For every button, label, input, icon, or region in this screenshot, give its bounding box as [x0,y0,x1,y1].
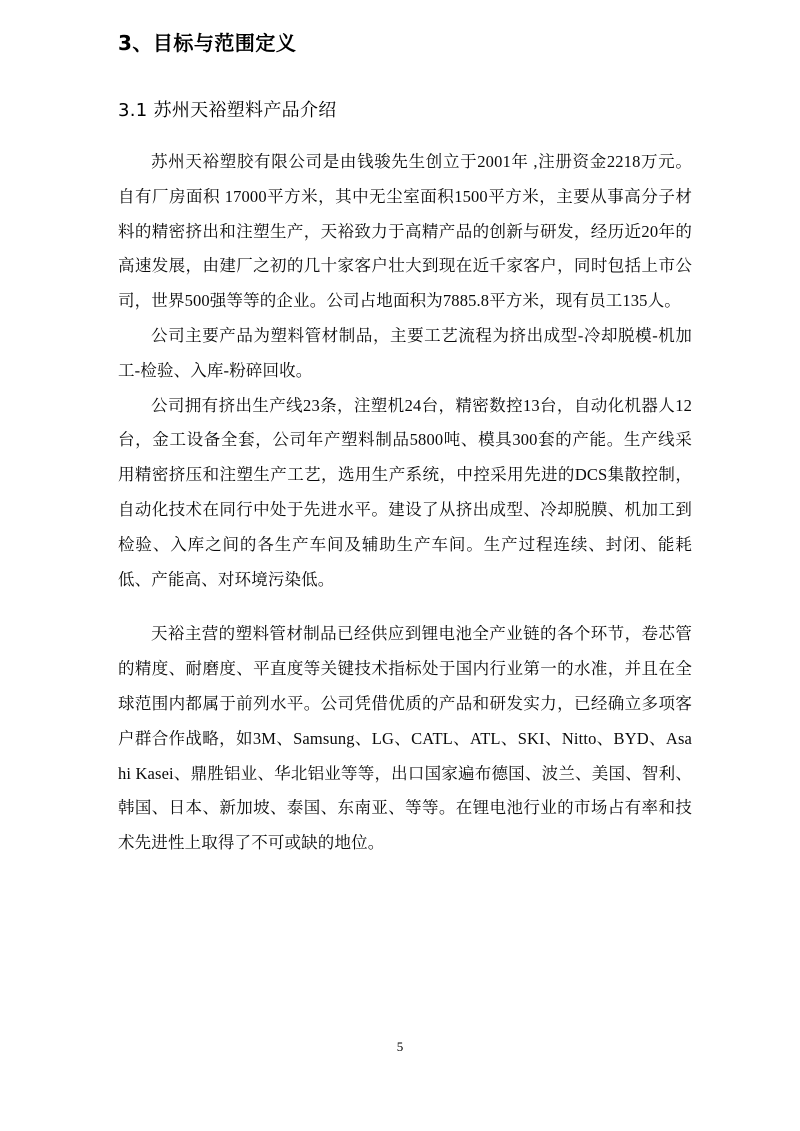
page-number: 5 [396,1039,404,1054]
page-content [118,0,692,861]
paragraph: 公司主要产品为塑料管材制品，主要工艺流程为挤出成型-冷却脱模-机加工-检验、入库-粉碎回收。 [118,325,692,380]
paragraph: 天裕主营的塑料管材制品已经供应到锂电池全产业链的各个环节，卷芯管的精度、耐磨度、平直度等关键技术指标处于国内行业第一的水准，并且在全球范围内都属于前列水平。公司凭借优质的产品和研发实力，已经确立多项客户群合作战略，如3M、Samsung、LG、CATL、ATL、SKI、Nitto、BYD、Asahi Kasei、鼎胜铝业、华北铝业等等，出口国家遍布德国、波兰、美国、智利、韩国、日本、新加坡、泰国、东南亚、等等。在锂电池行业的市场占有率和技术先进性上取得了不可或缺的地位。 [118,624,692,853]
subsection-heading: 3.1 苏州天裕塑料产品介绍 [118,100,337,121]
section-heading: 3、目标与范围定义 [118,31,297,55]
paragraph: 苏州天裕塑胶有限公司是由钱骏先生创立于2001年 ,注册资金2218万元。自有厂房面积 17000平方米，其中无尘室面积1500平方米，主要从事高分子材料的精密挤出和注塑生产，天裕致力于高精产品的创新与研发，经历近20年的高速发展，由建厂之初的几十家客户壮大到现在近千家客户，同时包括上市公司，世界500强等等的企业。公司占地面积为7885.8平方米，现有员工135人。 [118,152,692,311]
body-text [118,123,692,861]
paragraph: 公司拥有挤出生产线23条，注塑机24台，精密数控13台，自动化机器人12台，金工设备全套，公司年产塑料制品5800吨、模具300套的产能。生产线采用精密挤压和注塑生产工艺，选用生产系统，中控采用先进的DCS集散控制，自动化技术在同行中处于先进水平。建设了从挤出成型、冷却脱膜、机加工到检验、入库之间的各生产车间及辅助生产车间。生产过程连续、封闭、能耗低、产能高、对环境污染低。 [118,395,692,589]
